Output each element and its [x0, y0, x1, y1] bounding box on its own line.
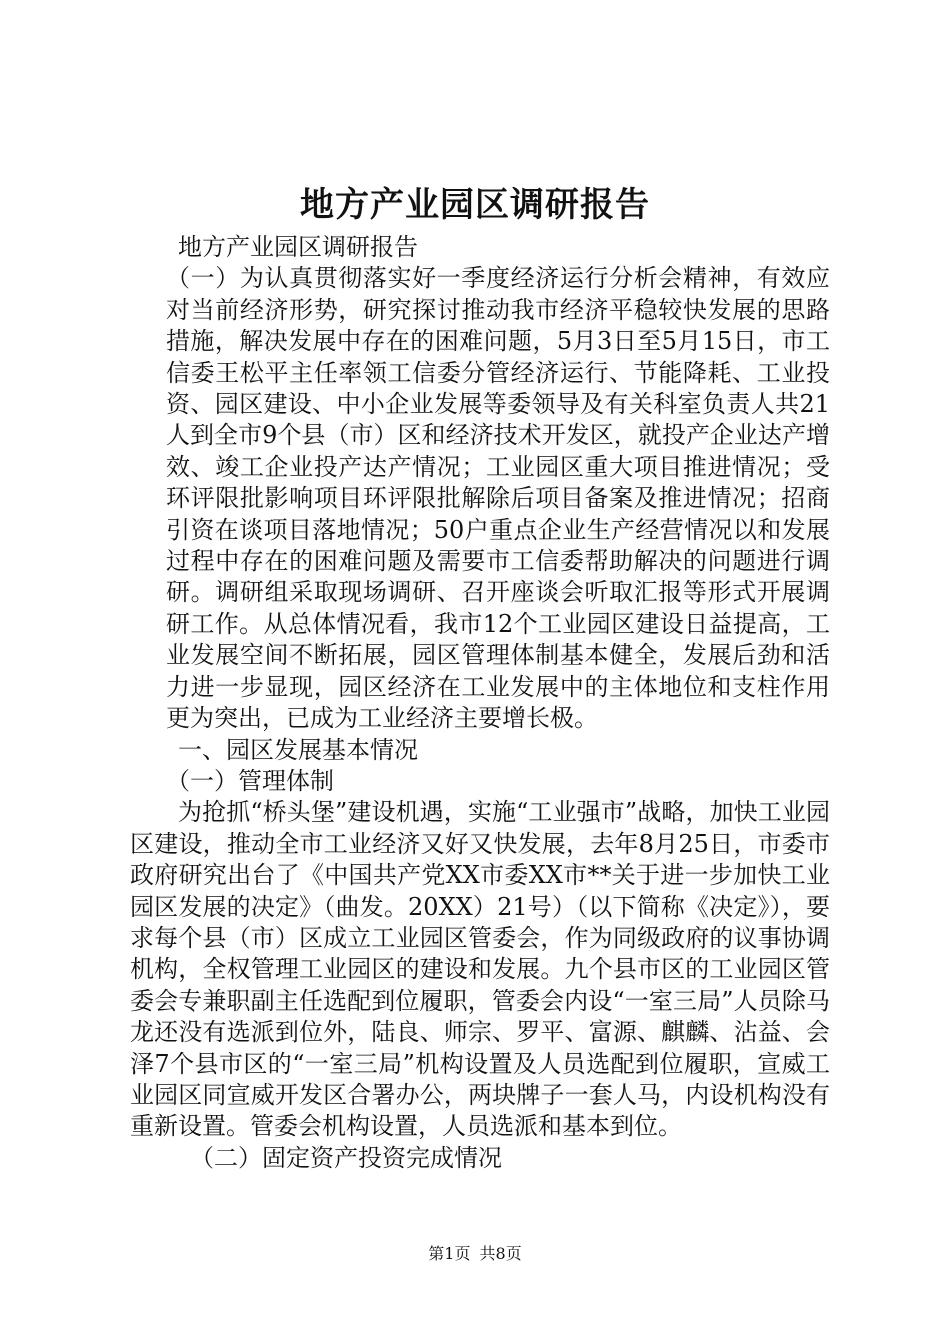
document-title: 地方产业园区调研报告	[300, 185, 650, 225]
report-heading: 地方产业园区调研报告	[178, 233, 418, 261]
management-paragraph: 为抢抓“桥头堡”建设机遇，实施“工业强市”战略，加快工业园区建设，推动全市工业经济又好又快发展，去年8月25日，市委市政府研究出台了《中国共产党XX市委XX市**关于进一步加快工业园区发展的决定》（曲发。20XX）21号）（以下简称《决定》），要求每个县（市）区成立工业园区管委会，作为同级政府的议事协调机构，全权管理工业园区的建设和发展。九个县市区的工业园区管委会专兼职副主任选配到位履职，管委会内设“一室三局”人员除马龙还没有选派到位外，陆良、师宗、罗平、富源、麒麟、沾益、会泽7个县市区的“一室三局”机构设置及人员选配到位履职，宣威工业园区同宣威开发区合署办公，两块牌子一套人马，内设机构没有重新设置。管委会机构设置，人员选派和基本到位。	[130, 798, 830, 1141]
subsection-heading-2: （二）固定资产投资完成情况	[190, 1143, 502, 1172]
section-heading-1: 一、园区发展基本情况	[178, 735, 418, 764]
document-body	[130, 232, 830, 1174]
total-pages: 共8页	[479, 1244, 522, 1263]
page-number: 第1页	[428, 1244, 471, 1263]
intro-paragraph: （一）为认真贯彻落实好一季度经济运行分析会精神，有效应对当前经济形势，研究探讨推动我市经济平稳较快发展的思路措施，解决发展中存在的困难问题，5月3日至5月15日，市工信委王松平主任率领工信委分管经济运行、节能降耗、工业投资、园区建设、中小企业发展等委领导及有关科室负责人共21人到全市9个县（市）区和经济技术开发区，就投产企业达产增效、竣工企业投产达产情况；工业园区重大项目推进情况；受环评限批影响项目环评限批解除后项目备案及推进情况；招商引资在谈项目落地情况；50户重点企业生产经营情况以和发展过程中存在的困难问题及需要市工信委帮助解决的问题进行调研。调研组采取现场调研、召开座谈会听取汇报等形式开展调研工作。从总体情况看，我市12个工业园区建设日益提高，工业发展空间不断拓展，园区管理体制基本健全，发展后劲和活力进一步显现，园区经济在工业发展中的主体地位和支柱作用更为突出，已成为工业经济主要增长极。	[166, 264, 830, 733]
subsection-heading-1: （一）管理体制	[166, 766, 334, 795]
page-footer	[0, 1244, 950, 1264]
